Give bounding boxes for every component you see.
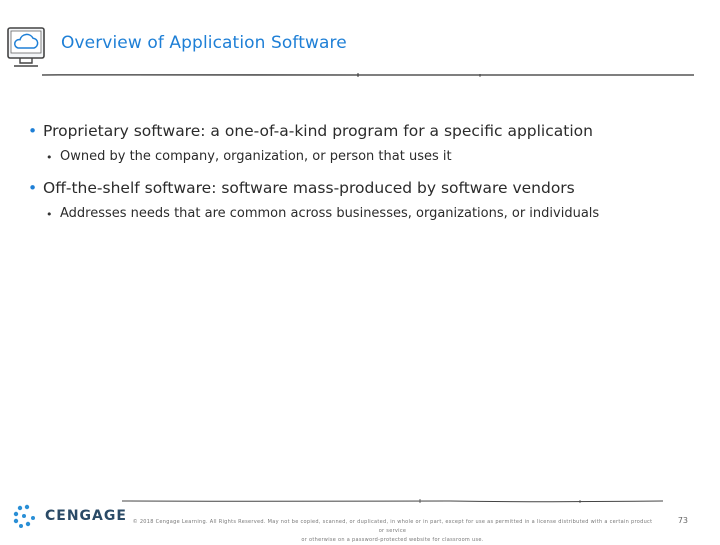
sub-bullet-text: Addresses needs that are common across businesses, organizations, or individuals bbox=[60, 206, 600, 221]
bullet-text: Off-the-shelf software: software mass-produced by software vendors bbox=[43, 179, 575, 197]
copyright-line: or otherwise on a password-protected website for classroom use. bbox=[301, 537, 484, 543]
page-number: 73 bbox=[677, 516, 688, 525]
sub-bullet-text: Owned by the company, organization, or person that uses it bbox=[60, 149, 452, 164]
cloud-monitor-icon bbox=[6, 22, 46, 70]
bullet-list bbox=[28, 122, 708, 221]
logo-text: CENGAGE bbox=[45, 508, 127, 524]
bullet-item bbox=[28, 122, 708, 140]
sub-bullet-item bbox=[28, 149, 708, 164]
title-divider bbox=[40, 70, 696, 80]
sub-bullet-item bbox=[28, 206, 708, 221]
footer-divider bbox=[120, 496, 665, 506]
sub-bullet-dot: • bbox=[46, 208, 53, 221]
copyright-notice bbox=[130, 518, 655, 545]
copyright-line: © 2018 Cengage Learning. All Rights Reserved. May not be copied, scanned, or duplicated, in whole or in part, except for use as permitted in a license distributed with a certain product or service bbox=[132, 519, 653, 534]
bullet-text: Proprietary software: a one-of-a-kind program for a specific application bbox=[43, 122, 593, 140]
sub-bullet-dot: • bbox=[46, 151, 53, 164]
slide-title: Overview of Application Software bbox=[61, 33, 347, 53]
bullet-dot: • bbox=[28, 122, 38, 140]
bullet-dot: • bbox=[28, 179, 38, 197]
bullet-item bbox=[28, 179, 708, 197]
